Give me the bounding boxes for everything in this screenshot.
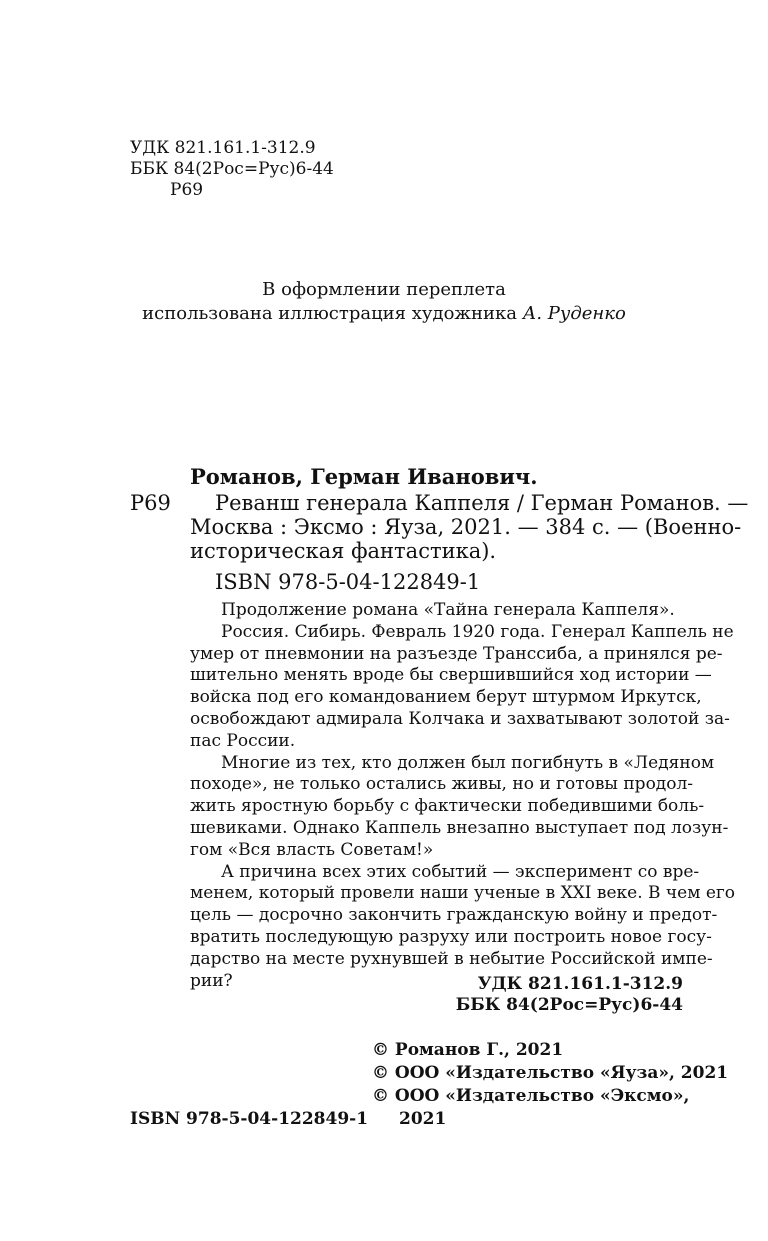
annotation-line: шевиками. Однако Каппель внезапно выступает под лозун- [190,817,729,838]
illustration-note-line2 [0,302,768,326]
udk-code-top: УДК 821.161.1-312.9 [130,138,316,158]
annotation-line: жить яростную борьбу с фактически победившими боль- [190,796,705,817]
bbk-code-bottom: ББК 84(2Рос=Рус)6-44 [455,995,683,1015]
entry-title-line-3: историческая фантастика). [190,539,497,563]
copyright-eksmo: © ООО «Издательство «Эксмо», [372,1086,690,1106]
annotation-line: цель — досрочно закончить гражданскую войну и предот- [190,905,718,926]
annotation-line: Продолжение романа «Тайна генерала Каппеля». [221,600,675,620]
annotation-line: пас России. [190,730,296,751]
copyright-yauza: © ООО «Издательство «Яуза», 2021 [372,1063,729,1083]
entry-isbn: ISBN 978-5-04-122849-1 [215,570,481,594]
annotation-line: менем, который провели наши ученые в XXI веке. В чем его [190,883,736,904]
author-sign-top: Р69 [170,180,204,200]
annotation-line: шительно менять вроде бы свершившийся ход истории — [190,665,712,686]
annotation-line: А причина всех этих событий — эксперимент со вре- [221,861,700,882]
copyright-author: © Романов Г., 2021 [372,1040,564,1060]
annotation-line: умер от пневмонии на разъезде Транссиба, а принялся ре- [190,643,723,664]
entry-sign: Р69 [130,491,171,515]
illustration-note-line1: В оформлении переплета [262,279,506,300]
annotation-line: Многие из тех, кто должен был погибнуть в «Ледяном [221,752,715,773]
entry-title-line-2: Москва : Эксмо : Яуза, 2021. — 384 с. — (Военно- [190,515,742,539]
illustration-artist: А. Руденко [522,303,626,324]
annotation-line: походе», не только остались живы, но и готовы продол- [190,774,694,795]
annotation-line: вратить последующую разруху или построить новое госу- [190,926,712,947]
isbn-bottom: ISBN 978-5-04-122849-1 [130,1109,369,1129]
annotation-line: войска под его командованием берут штурмом Иркутск, [190,687,702,708]
annotation-line: Россия. Сибирь. Февраль 1920 года. Генерал Каппель не [221,621,734,642]
entry-author: Романов, Герман Иванович. [190,464,538,489]
annotation [190,600,736,992]
annotation-line: дарство на месте рухнувшей в небытие Российской импе- [190,948,713,969]
annotation-line: рии? [190,970,233,991]
annotation-line: освобождают адмирала Колчака и захватывают золотой за- [190,708,730,729]
udk-code-bottom: УДК 821.161.1-312.9 [477,974,683,994]
bbk-code-top: ББК 84(2Рос=Рус)6-44 [130,159,334,179]
annotation-line: гом «Вся власть Советам!» [190,839,434,860]
illustration-note-text: использована иллюстрация художника [142,303,517,324]
copyright-eksmo-year: 2021 [399,1109,447,1129]
entry-title-line-1: Реванш генерала Каппеля / Герман Романов. — [215,491,749,515]
